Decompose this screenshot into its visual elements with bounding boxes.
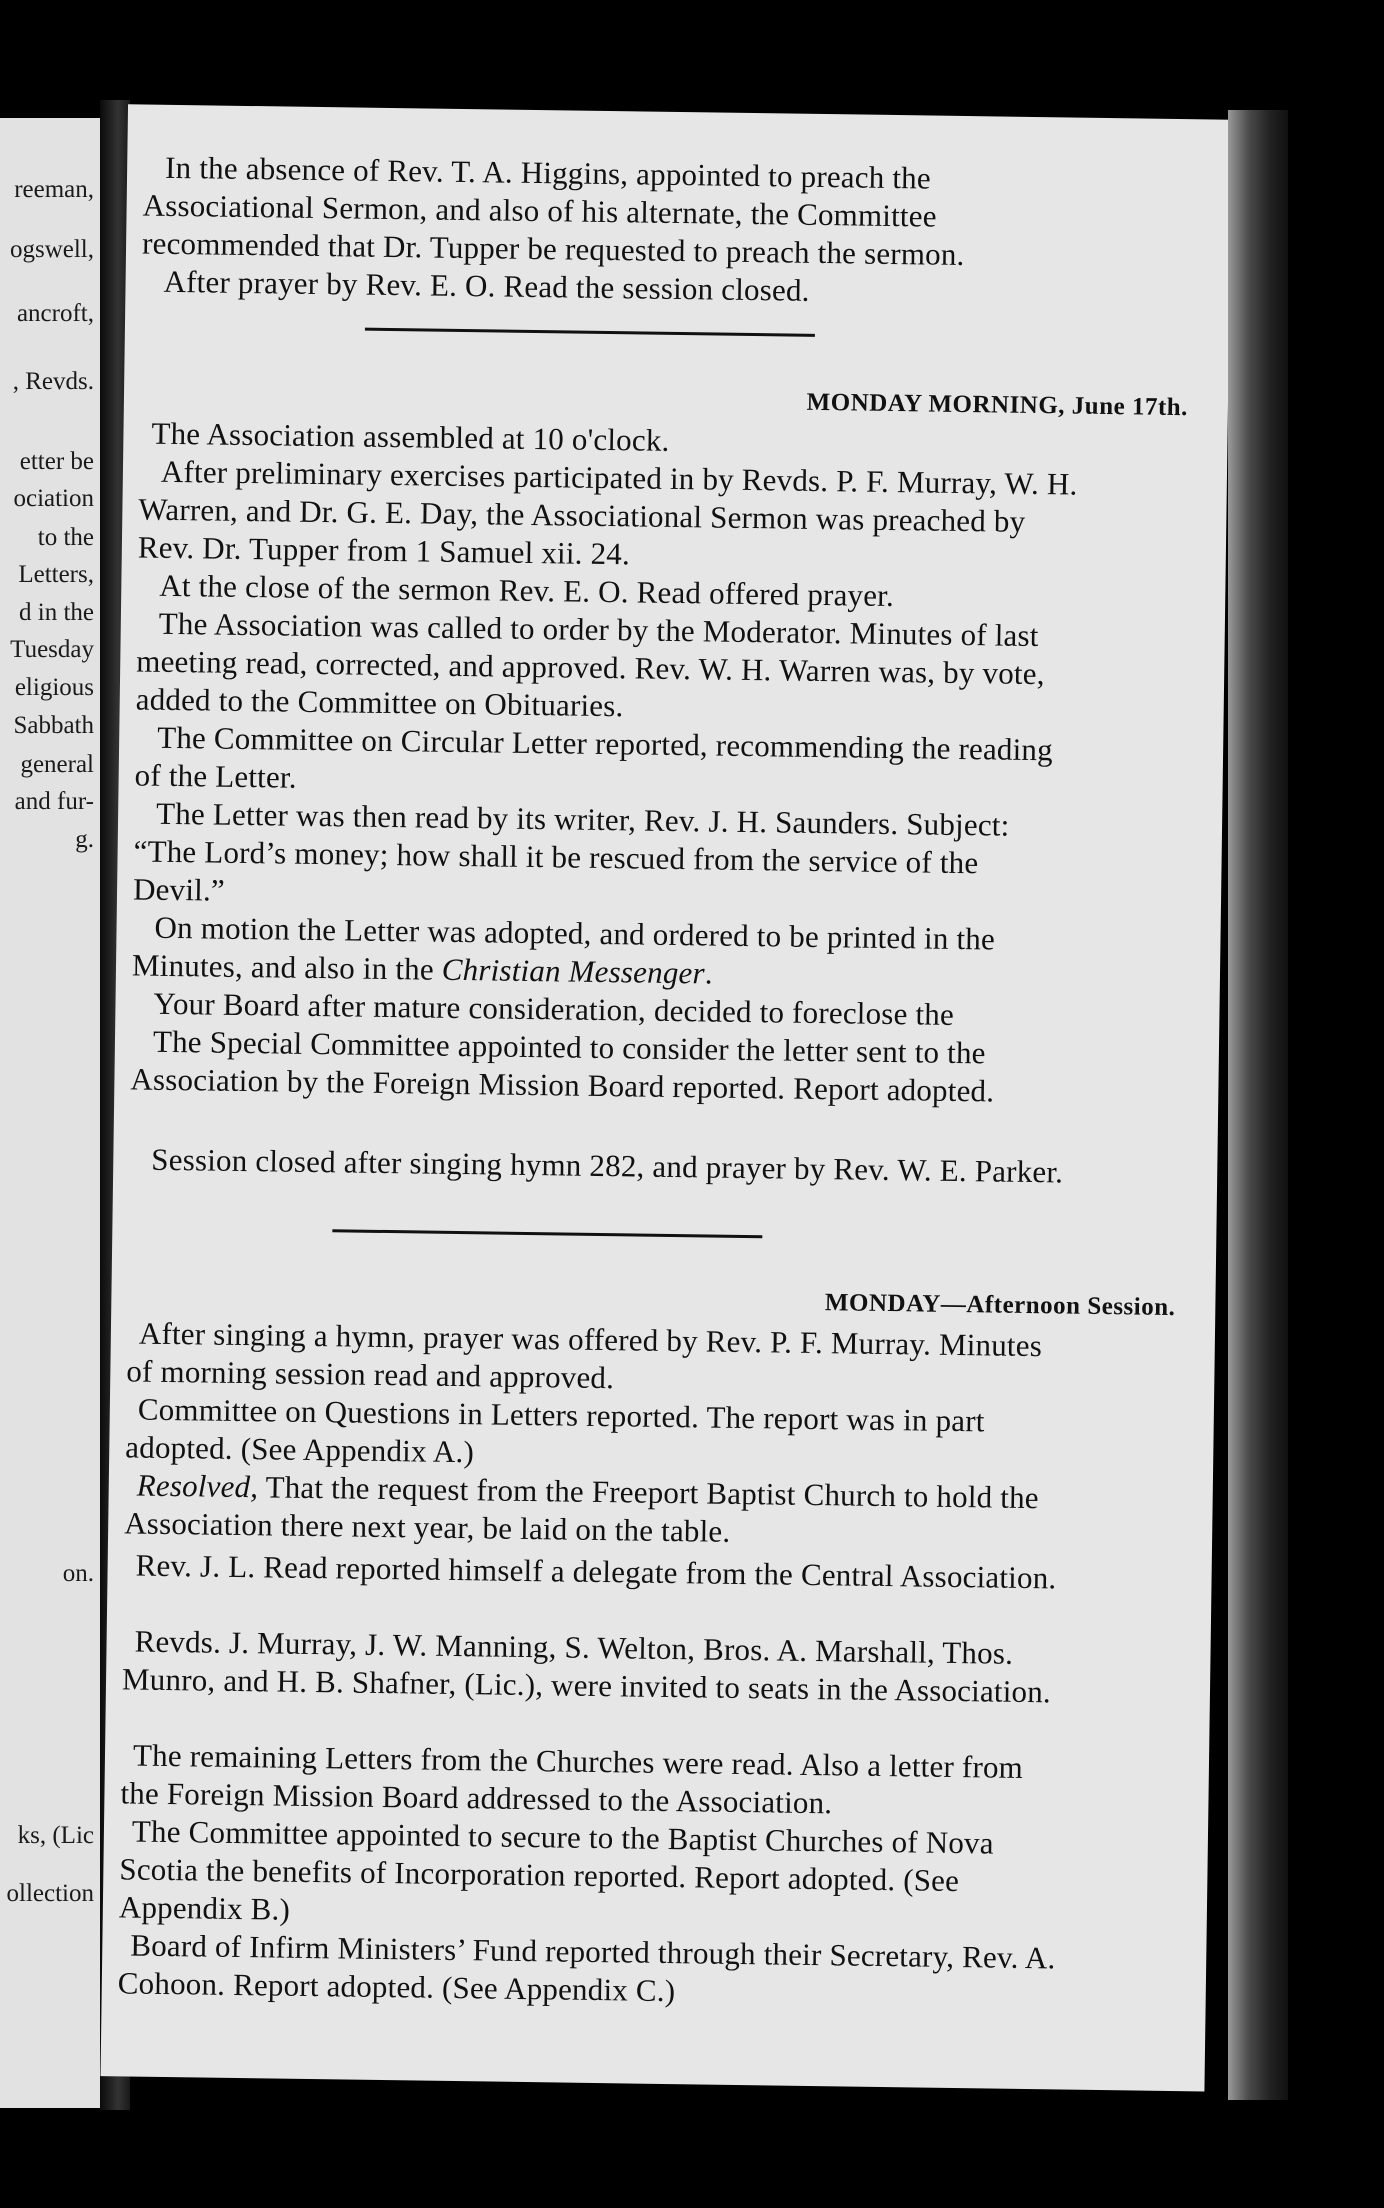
paragraph: In the absence of Rev. T. A. Higgins, appointed to preach the Associational Sermon, and also of his alternate, the Committee recommended that Dr. Tupper be requested to preach the sermon. xyxy=(141,149,965,272)
section-divider xyxy=(332,1229,762,1238)
publication-title: Christian Messenger xyxy=(441,951,706,991)
paragraph: After prayer by Rev. E. O. Read the session closed. xyxy=(163,263,810,308)
paragraph: After singing a hymn, prayer was offered by Rev. P. F. Murray. Minutes of morning session read and approved. xyxy=(126,1315,1043,1396)
margin-fragment: on. xyxy=(62,1560,94,1587)
margin-fragment: reeman, xyxy=(14,176,94,203)
paragraph: On motion the Letter was adopted, and ordered to be printed in the Minutes, and also in the Christian Messenger. xyxy=(131,909,996,991)
left-facing-page xyxy=(0,118,100,2108)
paragraph: The Committee on Circular Letter reported, recommending the reading of the Letter. xyxy=(134,719,1054,795)
section-divider xyxy=(365,328,815,337)
margin-fragment: and fur- xyxy=(14,788,94,815)
paragraph: The remaining Letters from the Churches were read. Also a letter from the Foreign Mission Board addressed to the Association. xyxy=(120,1737,1024,1821)
paragraph: Your Board after mature consideration, decided to foreclose the xyxy=(153,985,955,1032)
paragraph: Rev. J. L. Read reported himself a delegate from the Central Association. xyxy=(135,1547,1057,1596)
paragraph: The Letter was then read by its writer, Rev. J. H. Saunders. Subject: “The Lord’s money; how shall it be rescued from the service of the Devil.” xyxy=(132,795,1010,908)
margin-fragment: ks, (Lic xyxy=(17,1822,94,1849)
margin-fragment: , Revds. xyxy=(12,368,94,395)
paragraph: The Association assembled at 10 o'clock. xyxy=(151,415,670,458)
paragraph: Board of Infirm Ministers’ Fund reported through their Secretary, Rev. A. Cohoon. Report adopted. (See Appendix C.) xyxy=(117,1927,1056,2009)
paragraph: Committee on Questions in Letters reported. The report was in part adopted. (See Appendix A.) xyxy=(125,1391,985,1470)
margin-fragment: etter be xyxy=(19,448,94,475)
margin-fragment: ociation xyxy=(13,485,94,512)
resolution-label: Resolved, xyxy=(136,1467,259,1505)
paragraph: Session closed after singing hymn 282, and prayer by Rev. W. E. Parker. xyxy=(151,1141,1064,1190)
paragraph: At the close of the sermon Rev. E. O. Read offered prayer. xyxy=(159,567,895,614)
paragraph: The Special Committee appointed to consider the letter sent to the Association by the Foreign Mission Board reported. Report adopted. xyxy=(130,1023,995,1109)
paragraph-text: That the request from the Freeport Baptist Church to hold the Association there next year, be laid on the table. xyxy=(124,1469,1040,1549)
margin-fragment: to the xyxy=(37,524,94,551)
margin-fragment: ogswell, xyxy=(9,236,94,263)
margin-fragment: Letters, xyxy=(18,561,94,588)
section-heading: MONDAY—Afternoon Session. xyxy=(824,1289,1176,1322)
margin-fragment: ancroft, xyxy=(16,300,94,327)
margin-fragment: ollection xyxy=(6,1880,94,1907)
paragraph: Revds. J. Murray, J. W. Manning, S. Welton, Bros. A. Marshall, Thos. Munro, and H. B. Shafner, (Lic.), were invited to seats in the Association. xyxy=(121,1623,1052,1710)
paragraph: The Association was called to order by the Moderator. Minutes of last meeting read, corrected, and approved. Rev. W. H. Warren was, by vote, added to the Committee on Obituaries. xyxy=(135,605,1045,724)
margin-fragment: d in the xyxy=(19,599,94,626)
margin-fragment: Sabbath xyxy=(13,712,94,739)
section-heading: MONDAY MORNING, June 17th. xyxy=(806,388,1189,422)
paragraph: After preliminary exercises participated in by Revds. P. F. Murray, W. H. Warren, and Dr. G. E. Day, the Associational Sermon was preached by Rev. Dr. Tupper from 1 Samuel xii. 24. xyxy=(137,453,1078,572)
margin-fragment: Tuesday xyxy=(10,636,94,663)
paragraph xyxy=(124,1466,1065,1555)
margin-fragment: eligious xyxy=(14,674,94,701)
main-page xyxy=(101,104,1232,2091)
paragraph-text: On motion the Letter was adopted, and ordered to be printed in the Minutes, and also in the xyxy=(131,909,996,987)
margin-fragment: g. xyxy=(75,826,94,853)
margin-fragment: general xyxy=(20,751,94,778)
paragraph: The Committee appointed to secure to the Baptist Churches of Nova Scotia the benefits of Incorporation reported. Report adopted. (See Appendix B.) xyxy=(118,1813,994,1927)
page-content xyxy=(101,104,1232,2091)
page-edge-shadow xyxy=(1228,110,1288,2100)
